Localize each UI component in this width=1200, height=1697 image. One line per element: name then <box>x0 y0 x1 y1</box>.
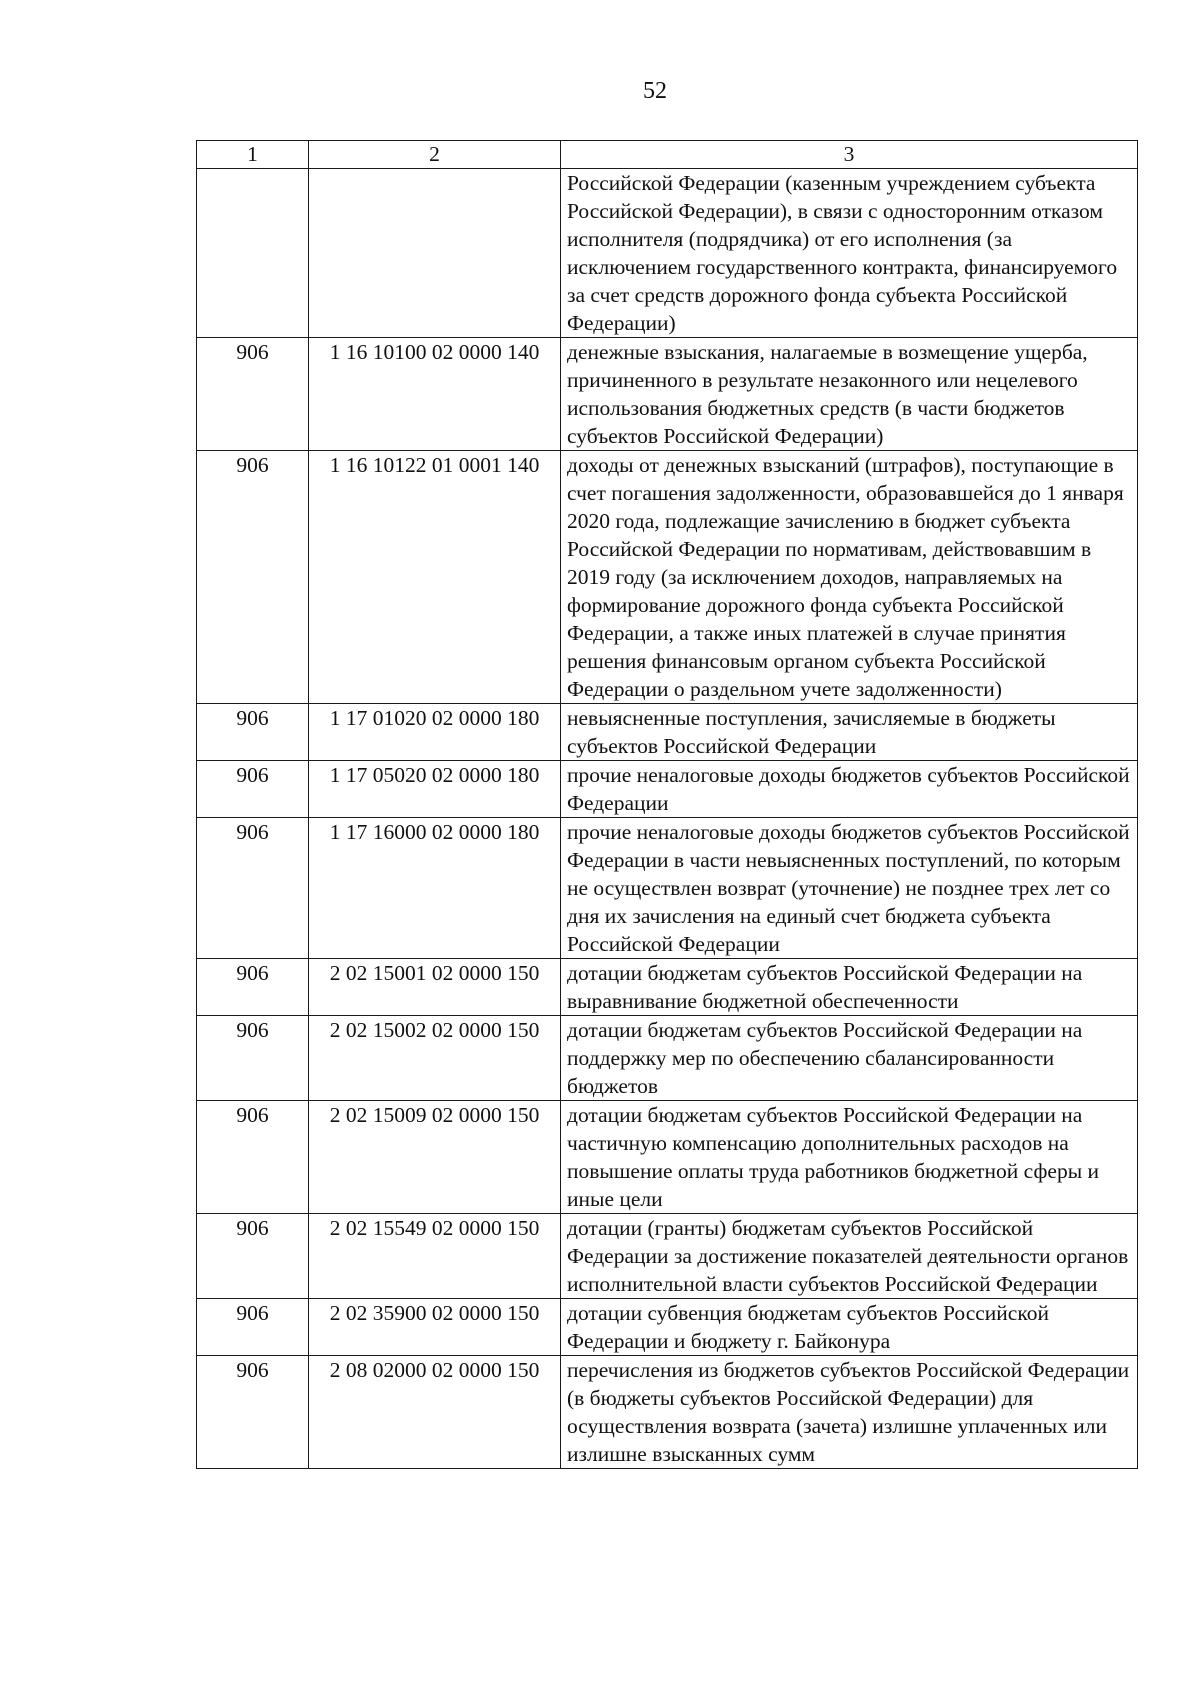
budget-codes-table <box>196 140 1138 1469</box>
budget-code-cell: 1 17 16000 02 0000 180 <box>309 818 561 959</box>
table-row <box>197 1299 1138 1356</box>
table-row <box>197 1214 1138 1299</box>
admin-code-cell: 906 <box>197 1214 309 1299</box>
budget-code-cell: 2 02 35900 02 0000 150 <box>309 1299 561 1356</box>
description-cell: доходы от денежных взысканий (штрафов), поступающие в счет погашения задолженности, образовавшейся до 1 января 2020 года, подлежащие зачислению в бюджет субъекта Российской Федерации по нормативам, действовавшим в 2019 году (за исключением доходов, направляемых на формирование дорожного фонда субъекта Российской Федерации, а также иных платежей в случае принятия решения финансовым органом субъекта Российской Федерации о раздельном учете задолженности) <box>561 451 1138 704</box>
admin-code-cell: 906 <box>197 704 309 761</box>
column-header-1: 1 <box>197 141 309 169</box>
description-cell: денежные взыскания, налагаемые в возмещение ущерба, причиненного в результате незаконного или нецелевого использования бюджетных средств (в части бюджетов субъектов Российской Федерации) <box>561 338 1138 451</box>
budget-code-cell: 2 02 15009 02 0000 150 <box>309 1101 561 1214</box>
table-row <box>197 761 1138 818</box>
budget-code-cell: 2 08 02000 02 0000 150 <box>309 1356 561 1469</box>
description-cell: прочие неналоговые доходы бюджетов субъектов Российской Федерации <box>561 761 1138 818</box>
budget-code-cell: 2 02 15001 02 0000 150 <box>309 959 561 1016</box>
admin-code-cell: 906 <box>197 1101 309 1214</box>
table-row <box>197 959 1138 1016</box>
admin-code-cell <box>197 169 309 338</box>
budget-code-cell: 1 16 10122 01 0001 140 <box>309 451 561 704</box>
budget-code-cell: 1 16 10100 02 0000 140 <box>309 338 561 451</box>
description-cell: дотации бюджетам субъектов Российской Федерации на поддержку мер по обеспечению сбалансированности бюджетов <box>561 1016 1138 1101</box>
admin-code-cell: 906 <box>197 959 309 1016</box>
admin-code-cell: 906 <box>197 1356 309 1469</box>
table-row <box>197 818 1138 959</box>
description-cell: дотации субвенция бюджетам субъектов Российской Федерации и бюджету г. Байконура <box>561 1299 1138 1356</box>
budget-code-cell: 2 02 15549 02 0000 150 <box>309 1214 561 1299</box>
table-row <box>197 1356 1138 1469</box>
table-row <box>197 169 1138 338</box>
table-row <box>197 704 1138 761</box>
table-body <box>197 169 1138 1469</box>
admin-code-cell: 906 <box>197 818 309 959</box>
budget-code-cell <box>309 169 561 338</box>
table-row <box>197 338 1138 451</box>
admin-code-cell: 906 <box>197 338 309 451</box>
budget-code-cell: 1 17 01020 02 0000 180 <box>309 704 561 761</box>
admin-code-cell: 906 <box>197 1016 309 1101</box>
admin-code-cell: 906 <box>197 1299 309 1356</box>
description-cell: дотации бюджетам субъектов Российской Федерации на частичную компенсацию дополнительных расходов на повышение оплаты труда работников бюджетной сферы и иные цели <box>561 1101 1138 1214</box>
budget-code-cell: 2 02 15002 02 0000 150 <box>309 1016 561 1101</box>
column-header-2: 2 <box>309 141 561 169</box>
table-row <box>197 451 1138 704</box>
table-row <box>197 1101 1138 1214</box>
description-cell: прочие неналоговые доходы бюджетов субъектов Российской Федерации в части невыясненных поступлений, по которым не осуществлен возврат (уточнение) не позднее трех лет со дня их зачисления на единый счет бюджета субъекта Российской Федерации <box>561 818 1138 959</box>
description-cell: невыясненные поступления, зачисляемые в бюджеты субъектов Российской Федерации <box>561 704 1138 761</box>
column-header-3: 3 <box>561 141 1138 169</box>
admin-code-cell: 906 <box>197 761 309 818</box>
description-cell: дотации (гранты) бюджетам субъектов Российской Федерации за достижение показателей деятельности органов исполнительной власти субъектов Российской Федерации <box>561 1214 1138 1299</box>
table-row <box>197 1016 1138 1101</box>
description-cell: дотации бюджетам субъектов Российской Федерации на выравнивание бюджетной обеспеченности <box>561 959 1138 1016</box>
page-number: 52 <box>643 78 667 104</box>
description-cell: Российской Федерации (казенным учреждением субъекта Российской Федерации), в связи с односторонним отказом исполнителя (подрядчика) от его исполнения (за исключением государственного контракта, финансируемого за счет средств дорожного фонда субъекта Российской Федерации) <box>561 169 1138 338</box>
budget-code-cell: 1 17 05020 02 0000 180 <box>309 761 561 818</box>
description-cell: перечисления из бюджетов субъектов Российской Федерации (в бюджеты субъектов Российской Федерации) для осуществления возврата (зачета) излишне уплаченных или излишне взысканных сумм <box>561 1356 1138 1469</box>
admin-code-cell: 906 <box>197 451 309 704</box>
table-header-row <box>197 141 1138 169</box>
